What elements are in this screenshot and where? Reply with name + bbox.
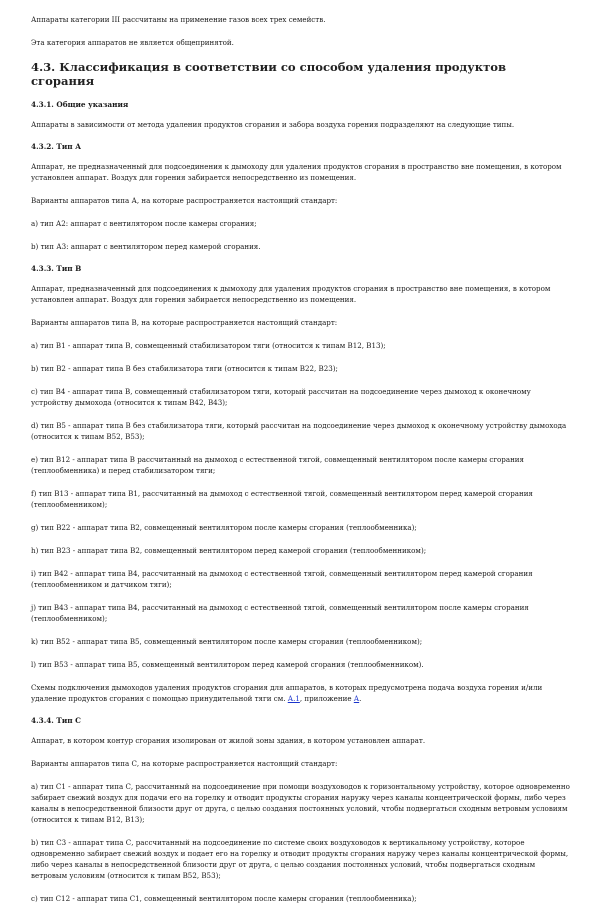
paragraph: Эта категория аппаратов не является общепринятой. xyxy=(31,38,234,47)
paragraph: Варианты аппаратов типа С, на которые распространяется настоящий стандарт: xyxy=(31,759,338,768)
document-page xyxy=(31,14,571,916)
subsection-heading: 4.3.4. Тип С xyxy=(31,716,81,725)
list-item: a) тип В1 - аппарат типа В, совмещенный стабилизатором тяги (относится к типам В12, В13); xyxy=(31,341,386,350)
list-item: d) тип В5 - аппарат типа В без стабилизатора тяги, который рассчитан на подсоединение через дымоход к оконечному устройству дымохода (относится к типам В52, В53); xyxy=(31,421,567,441)
list-item: b) тип А3: аппарат с вентилятором перед камерой сгорания. xyxy=(31,242,261,251)
paragraph: Аппарат, в котором контур сгорания изолирован от жилой зоны здания, в котором установлен аппарат. xyxy=(31,736,426,745)
schemes-text: Схемы подключения дымоходов удаления продуктов сгорания для аппаратов, в которых предусмотрена подача воздуха горения и/или удаление продуктов сгорания с помощью принудительной тяги см. xyxy=(31,683,543,703)
list-item: f) тип В13 - аппарат типа В1, рассчитанный на дымоход с естественной тягой, совмещенный вентилятором перед камерой сгорания (теплообменником); xyxy=(31,489,533,509)
schemes-text: . xyxy=(359,694,362,703)
paragraph: Аппараты категории III рассчитаны на применение газов всех трех семейств. xyxy=(31,15,326,24)
list-item: a) тип А2: аппарат с вентилятором после камеры сгорания; xyxy=(31,219,257,228)
paragraph: Варианты аппаратов типа А, на которые распространяется настоящий стандарт: xyxy=(31,196,338,205)
paragraph: Аппарат, предназначенный для подсоединения к дымоходу для удаления продуктов сгорания в пространство вне помещения, в котором установлен аппарат. Воздух для горения забирается непосредственно из помещения. xyxy=(31,284,551,304)
list-item: c) тип В4 - аппарат типа В, совмещенный стабилизатором тяги, который рассчитан на подсоединение через дымоход к оконечному устройству дымохода (относится к типам В42, В43); xyxy=(31,387,531,407)
list-item: a) тип С1 - аппарат типа С, рассчитанный на подсоединение при помощи воздуховодов к горизонтальному устройству, которое одновременно забирает свежий воздух для подачи его на горелку и отводит продукты сгорания наружу через каналы концентрической формы, либо через каналы в непосредственной близости друг от друга, с целью создания постоянных условий, чтобы подвергаться сходным ветровым условиям (относится к типам В12, В13); xyxy=(31,782,570,824)
subsection-heading: 4.3.2. Тип А xyxy=(31,142,82,151)
list-item: k) тип В52 - аппарат типа В5, совмещенный вентилятором после камеры сгорания (теплообменником); xyxy=(31,637,423,646)
list-item: i) тип В42 - аппарат типа В4, рассчитанный на дымоход с естественной тягой, совмещенный вентилятором перед камерой сгорания (теплообменником и датчиком тяги); xyxy=(31,569,533,589)
list-item: b) тип С3 - аппарат типа С, рассчитанный на подсоединение по системе своих воздуховодов к вертикальному устройству, которое одновременно забирает свежий воздух и подает его на горелку и отводит продукты сгорания наружу через каналы концентрической формы, либо через каналы в непосредственной близости друг от друга, с целью создания постоянных условий, чтобы подвергаться сходным ветровым условиям (относится к типам В52, В53); xyxy=(31,838,569,880)
list-item: l) тип В53 - аппарат типа В5, совмещенный вентилятором перед камерой сгорания (теплообменником). xyxy=(31,660,424,669)
paragraph: Аппараты в зависимости от метода удаления продуктов сгорания и забора воздуха горения подразделяют на следующие типы. xyxy=(31,120,515,129)
figure-link[interactable]: А.1 xyxy=(287,694,300,703)
subsection-heading: 4.3.1. Общие указания xyxy=(31,100,129,109)
list-item: h) тип В23 - аппарат типа В2, совмещенный вентилятором перед камерой сгорания (теплообменником); xyxy=(31,546,427,555)
list-item: c) тип С12 - аппарат типа С1, совмещенный вентилятором после камеры сгорания (теплообменника); xyxy=(31,894,417,903)
paragraph: Варианты аппаратов типа В, на которые распространяется настоящий стандарт: xyxy=(31,318,338,327)
subsection-heading: 4.3.3. Тип В xyxy=(31,264,82,273)
list-item: g) тип В22 - аппарат типа В2, совмещенный вентилятором после камеры сгорания (теплообменника); xyxy=(31,523,417,532)
paragraph xyxy=(31,682,571,704)
list-item: b) тип В2 - аппарат типа В без стабилизатора тяги (относится к типам В22, В23); xyxy=(31,364,338,373)
appendix-link[interactable]: А xyxy=(353,694,360,703)
list-item: j) тип В43 - аппарат типа В4, рассчитанный на дымоход с естественной тягой, совмещенный вентилятором после камеры сгорания (теплообменником); xyxy=(31,603,529,623)
paragraph: Аппарат, не предназначенный для подсоединения к дымоходу для удаления продуктов сгорания в пространство вне помещения, в котором установлен аппарат. Воздух для горения забирается непосредственно из помещения. xyxy=(31,162,562,182)
schemes-text: , приложение xyxy=(299,694,354,703)
list-item: e) тип В12 - аппарат типа В рассчитанный на дымоход с естественной тягой, совмещенный вентилятором после камеры сгорания (теплообменника) и перед стабилизатором тяги; xyxy=(31,455,525,475)
section-heading: 4.3. Классификация в соответствии со способом удаления продуктов сгорания xyxy=(31,60,507,88)
